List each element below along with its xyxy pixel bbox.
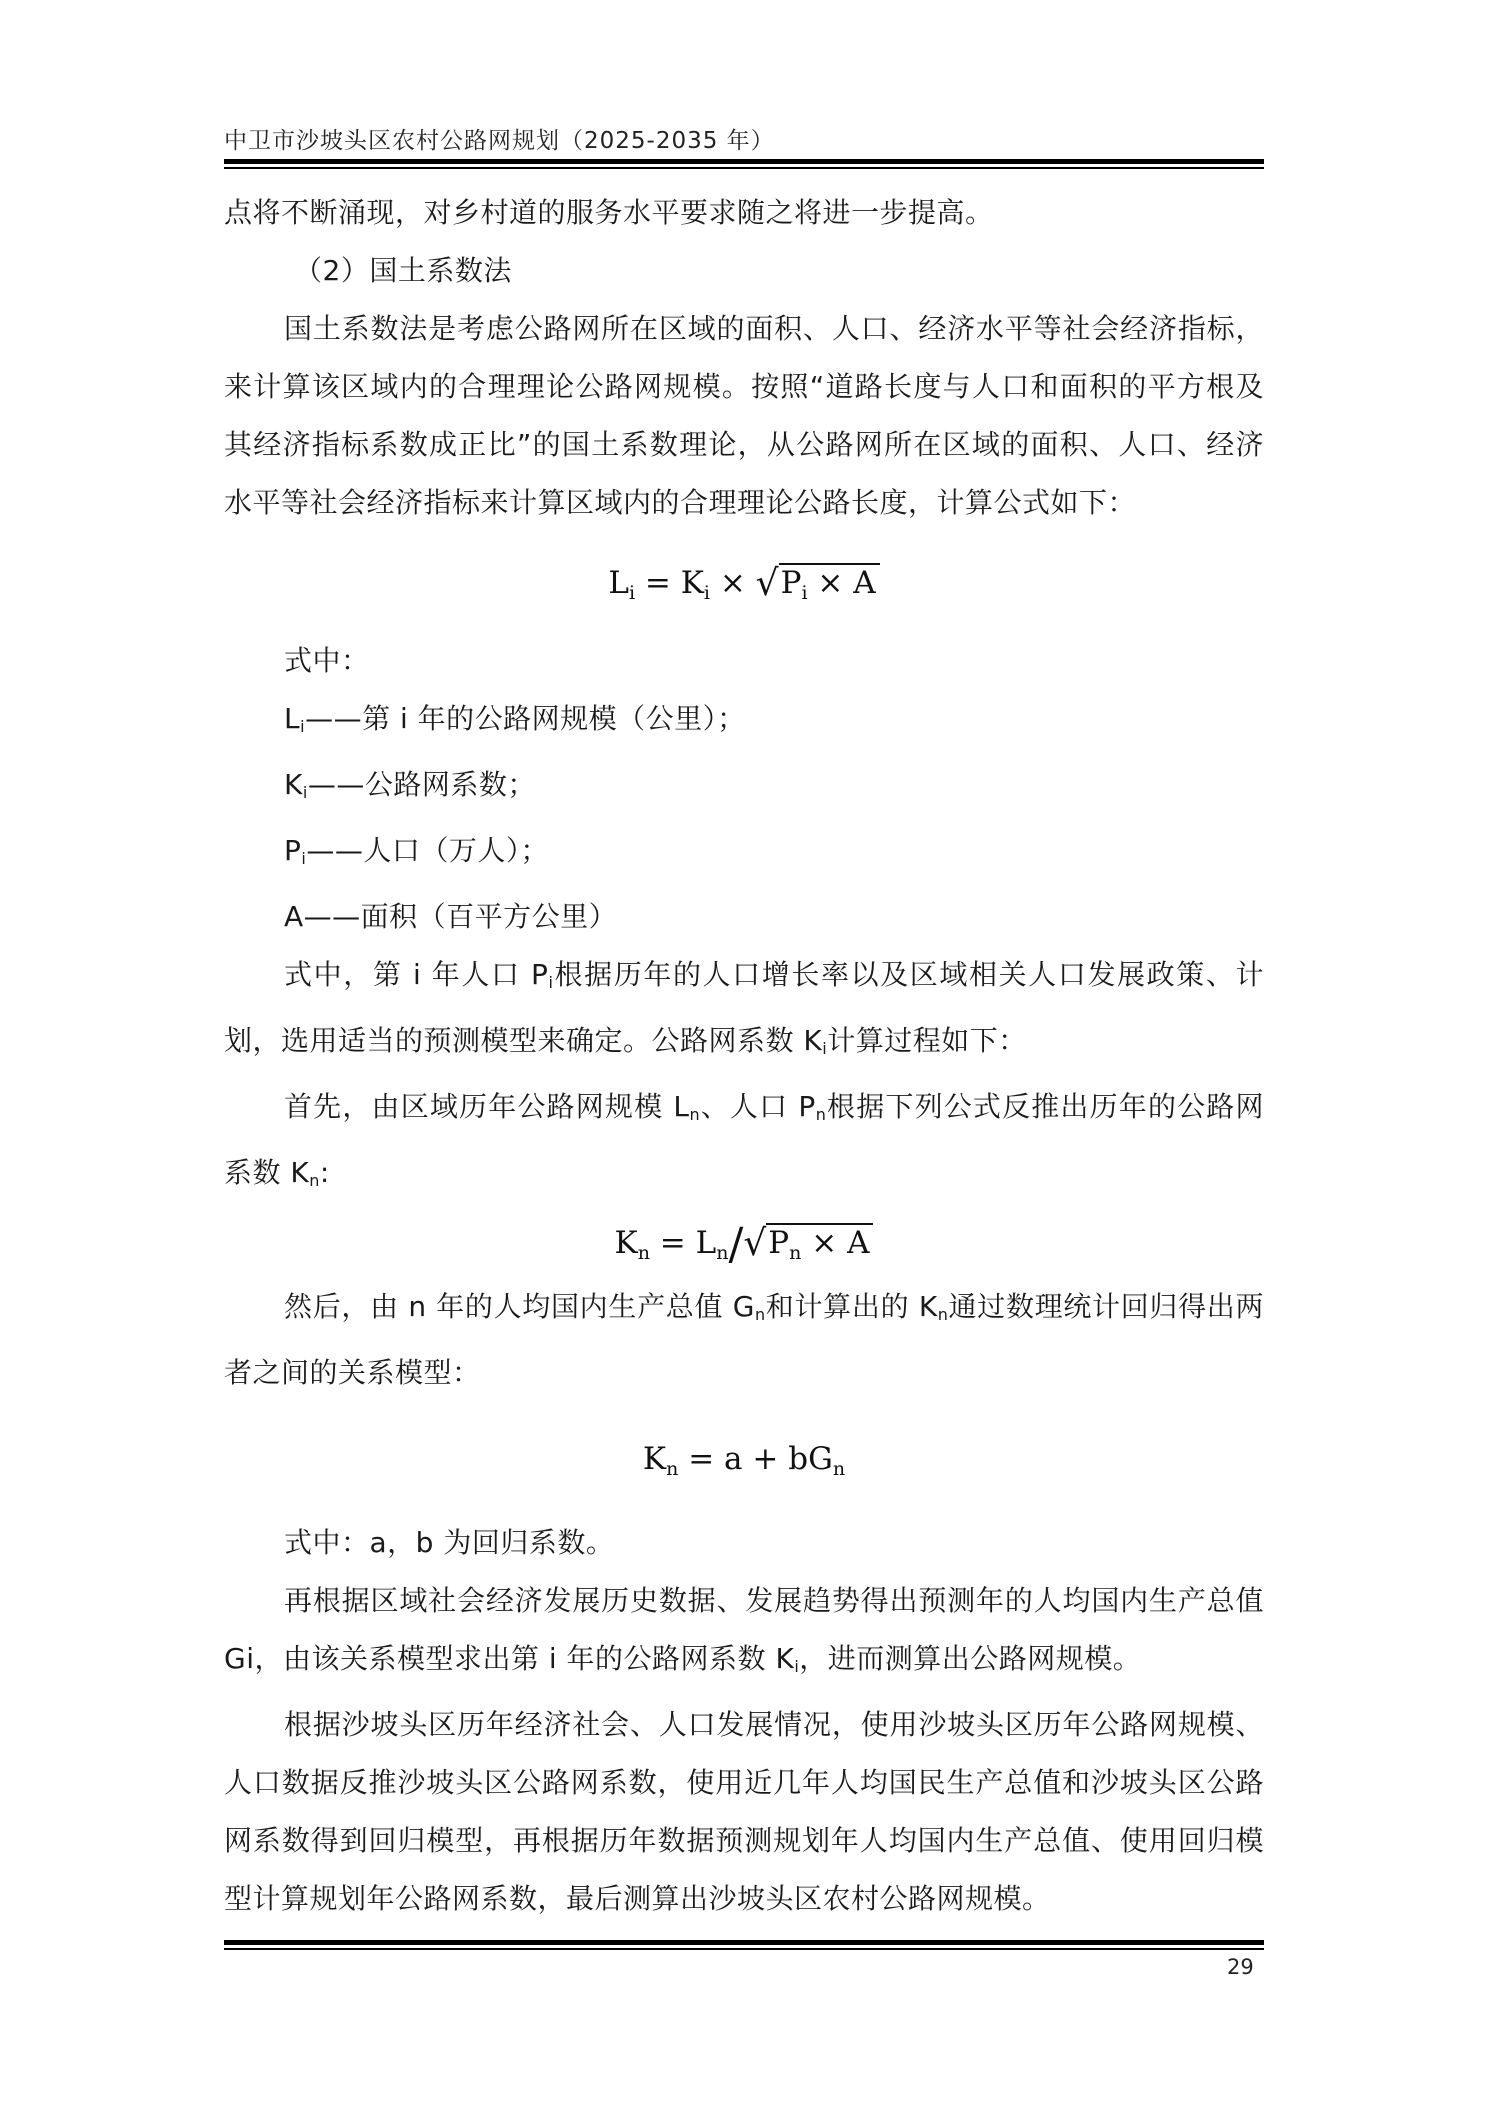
section-heading: （2）国土系数法	[294, 254, 512, 287]
header-rule-thin	[224, 167, 1264, 169]
footer-rule-thin	[224, 1948, 1264, 1950]
paragraph-first-step: 首先，由区域历年公路网规模 $L_n$、人口 $P_n$根据下列公式反推出历年的公路网系数 $K_n$:	[224, 1090, 1264, 1190]
formula-regression: $K_n = a + bG_n$	[642, 1441, 846, 1480]
body-text	[224, 184, 1264, 1928]
page-number: 29	[1227, 1955, 1254, 1979]
where-label: 式中：	[284, 644, 370, 677]
formula-kn: $K_n = L_n/√P_n \times A$	[224, 1214, 1264, 1272]
square-root: $√P_n \times A$	[743, 1214, 873, 1282]
paragraph-forecast: 再根据区域社会经济发展历史数据、发展趋势得出预测年的人均国内生产总值 Gi，由该关系模型求出第 i 年的公路网系数 $K_i$，进而测算出公路网规模。	[224, 1584, 1264, 1676]
footer-rule-thick	[224, 1940, 1264, 1945]
square-root: $√P_i \times A$	[756, 554, 880, 622]
paragraph-conclusion: 根据沙坡头区历年经济社会、人口发展情况，使用沙坡头区历年公路网规模、人口数据反推沙坡头区公路网系数，使用近几年人均国民生产总值和沙坡头区公路网系数得到回归模型，再根据历年数据预测规划年人均国内生产总值、使用回归模型计算规划年公路网系数，最后测算出沙坡头区农村公路网规模。	[224, 1708, 1264, 1915]
paragraph-method-intro: 国土系数法是考虑公路网所在区域的面积、人口、经济水平等社会经济指标，来计算该区域内的合理理论公路网规模。按照“道路长度与人口和面积的平方根及其经济指标系数成正比”的国土系数理论，从公路网所在区域的面积、人口、经济水平等社会经济指标来计算区域内的合理理论公路长度，计算公式如下：	[224, 312, 1264, 519]
paragraph-then-step: 然后，由 n 年的人均国内生产总值 $G_n$和计算出的 $K_n$通过数理统计回归得出两者之间的关系模型：	[224, 1290, 1264, 1389]
formula-li: $L_i = K_i \times √P_i \times A$	[224, 554, 1264, 612]
header-title: 中卫市沙坡头区农村公路网规划（2025-2035 年）	[224, 128, 775, 154]
paragraph-continuation: 点将不断涌现，对乡村道的服务水平要求随之将进一步提高。	[224, 196, 994, 229]
definition-l: $L_i——$第 i 年的公路网规模（公里）；	[284, 702, 746, 736]
paragraph-population-note: 式中，第 i 年人口 $P_i$根据历年的人口增长率以及区域相关人口发展政策、计划，选用适当的预测模型来确定。公路网系数 $K_i$计算过程如下：	[224, 958, 1264, 1058]
definition-p: $P_i——$人口（万人）；	[284, 834, 549, 868]
definition-k: $K_i——$公路网系数；	[284, 768, 536, 802]
definition-a: A——面积（百平方公里）	[284, 900, 618, 933]
regression-coefficients-note: 式中：a，b 为回归系数。	[284, 1526, 615, 1559]
header-rule-thick	[224, 159, 1264, 164]
